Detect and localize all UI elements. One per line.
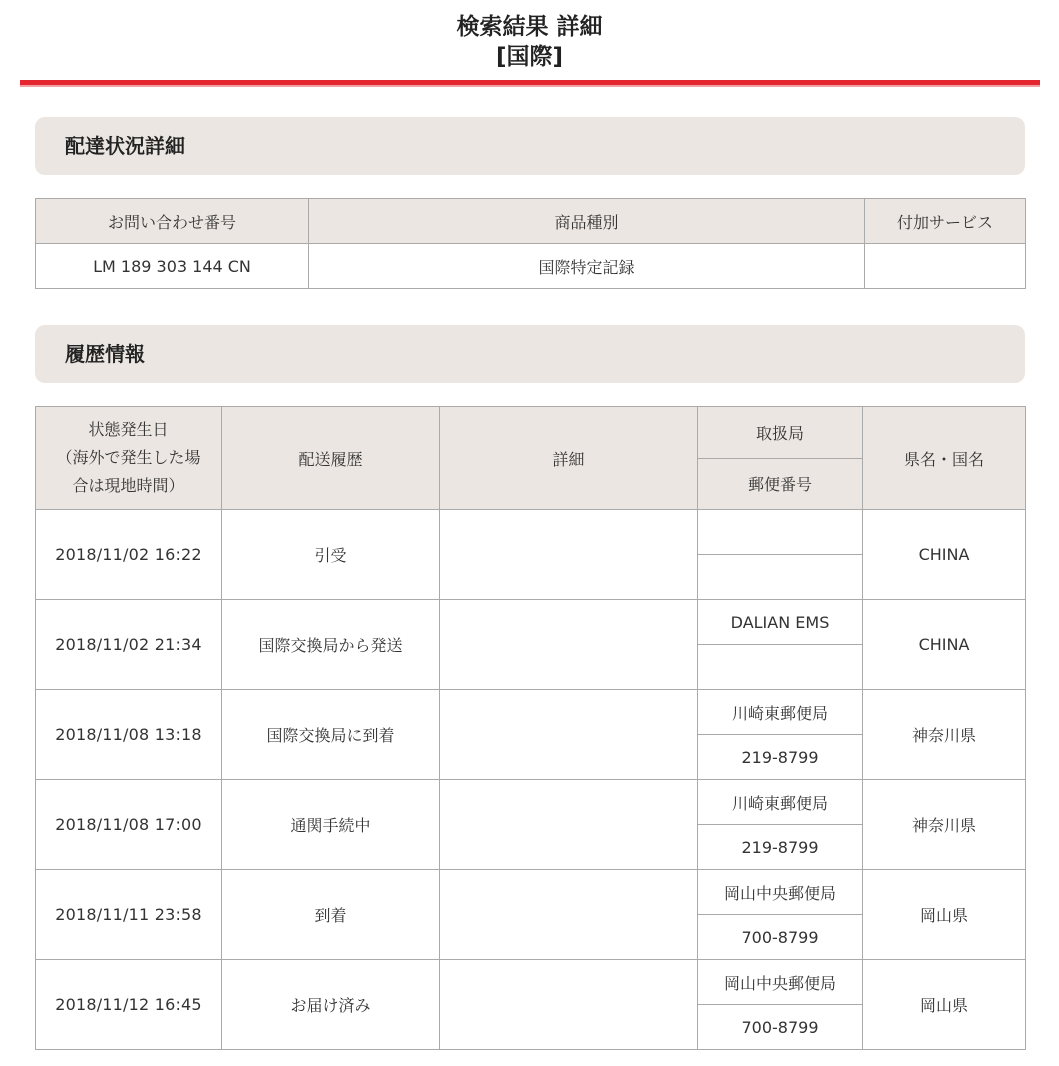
section-history	[35, 325, 1025, 383]
event-postal: 700-8799	[698, 915, 863, 960]
event-office	[698, 510, 863, 555]
event-region: CHINA	[863, 600, 1026, 690]
history-table	[35, 406, 1026, 1050]
header-date	[36, 407, 222, 510]
summary-header-row	[36, 199, 1026, 244]
event-region: 神奈川県	[863, 780, 1026, 870]
header-region: 県名・国名	[863, 407, 1026, 510]
event-postal: 700-8799	[698, 1005, 863, 1050]
event-status: 通関手続中	[222, 780, 440, 870]
event-status: 国際交換局から発送	[222, 600, 440, 690]
event-office: 岡山中央郵便局	[698, 870, 863, 915]
section-title: 履歴情報	[65, 342, 145, 366]
additional-service	[865, 244, 1026, 289]
header-office: 取扱局	[698, 407, 863, 459]
history-row	[36, 600, 1026, 645]
header-date-line1: 状態発生日	[88, 420, 169, 439]
history-row	[36, 870, 1026, 915]
event-date: 2018/11/02 21:34	[36, 600, 222, 690]
event-status: 国際交換局に到着	[222, 690, 440, 780]
event-office: DALIAN EMS	[698, 600, 863, 645]
event-detail	[440, 690, 698, 780]
header-date-line2: （海外で発生した場	[56, 448, 201, 467]
event-office: 川崎東郵便局	[698, 690, 863, 735]
event-region: 岡山県	[863, 870, 1026, 960]
event-postal	[698, 555, 863, 600]
event-region: 神奈川県	[863, 690, 1026, 780]
event-detail	[440, 780, 698, 870]
product-type: 国際特定記録	[309, 244, 865, 289]
event-date: 2018/11/12 16:45	[36, 960, 222, 1050]
event-postal: 219-8799	[698, 825, 863, 870]
header-event: 配送履歴	[222, 407, 440, 510]
event-date: 2018/11/02 16:22	[36, 510, 222, 600]
history-row	[36, 690, 1026, 735]
history-row	[36, 510, 1026, 555]
history-row	[36, 780, 1026, 825]
header-additional-service: 付加サービス	[865, 199, 1026, 244]
header-divider	[20, 80, 1040, 87]
event-status: お届け済み	[222, 960, 440, 1050]
event-date: 2018/11/08 17:00	[36, 780, 222, 870]
event-detail	[440, 510, 698, 600]
summary-table	[35, 198, 1026, 289]
event-date: 2018/11/11 23:58	[36, 870, 222, 960]
section-delivery-status	[35, 117, 1025, 175]
history-row	[36, 960, 1026, 1005]
event-region: CHINA	[863, 510, 1026, 600]
header-postal: 郵便番号	[698, 458, 863, 510]
page-title: 検索結果 詳細	[456, 14, 603, 40]
event-postal	[698, 645, 863, 690]
event-office: 岡山中央郵便局	[698, 960, 863, 1005]
event-status: 到着	[222, 870, 440, 960]
event-region: 岡山県	[863, 960, 1026, 1050]
summary-row	[36, 244, 1026, 289]
event-status: 引受	[222, 510, 440, 600]
header-detail: 詳細	[440, 407, 698, 510]
event-detail	[440, 600, 698, 690]
page-subtitle: [国際]	[495, 44, 564, 70]
header-product-type: 商品種別	[309, 199, 865, 244]
tracking-number: LM 189 303 144 CN	[36, 244, 309, 289]
event-date: 2018/11/08 13:18	[36, 690, 222, 780]
header-tracking-number: お問い合わせ番号	[36, 199, 309, 244]
section-title: 配達状況詳細	[65, 134, 185, 158]
event-detail	[440, 870, 698, 960]
header-date-line3: 合は現地時間）	[72, 476, 185, 495]
history-header-row	[36, 407, 1026, 459]
event-detail	[440, 960, 698, 1050]
event-postal: 219-8799	[698, 735, 863, 780]
event-office: 川崎東郵便局	[698, 780, 863, 825]
